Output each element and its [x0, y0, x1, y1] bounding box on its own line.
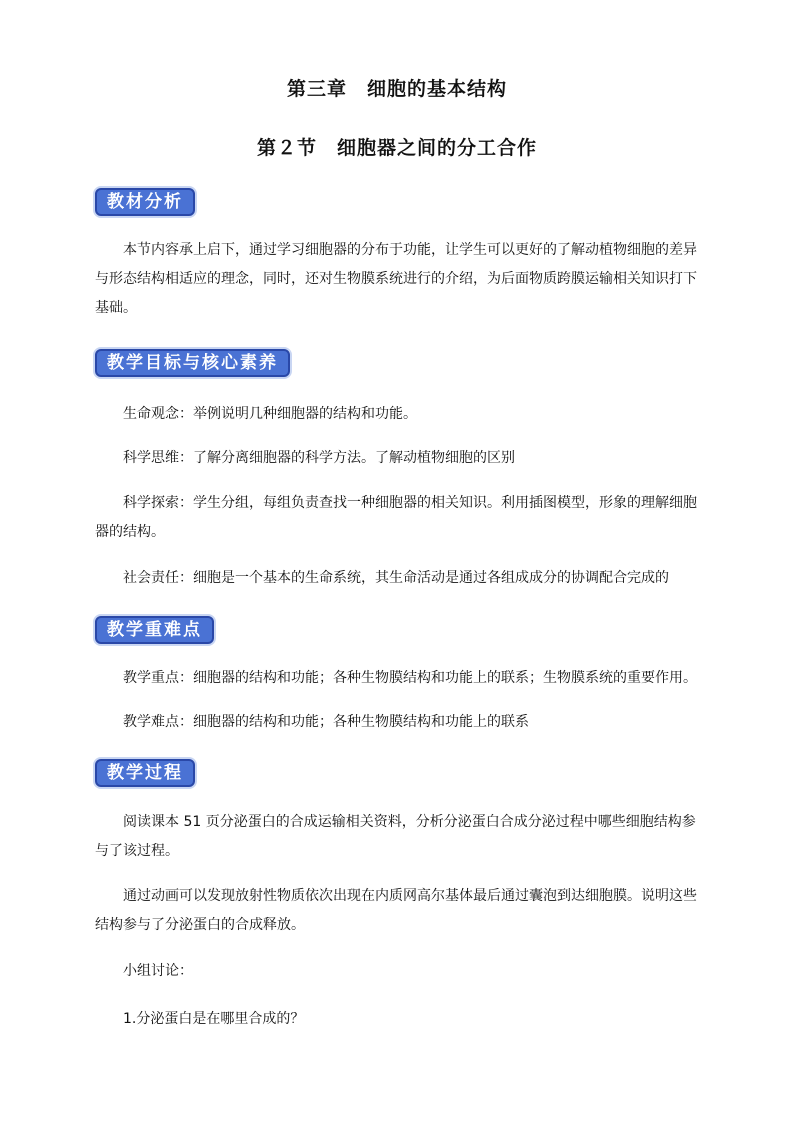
chapter-name: 细胞的基本结构	[367, 78, 508, 100]
section-label: 第２节	[256, 137, 317, 159]
keypoint-item: 教学重点：细胞器的结构和功能；各种生物膜结构和功能上的联系；生物膜系统的重要作用。	[123, 670, 697, 686]
process-item: 1.分泌蛋白是在哪里合成的？	[123, 1011, 305, 1027]
goal-item: 科学思维：了解分离细胞器的科学方法。了解动植物细胞的区别	[123, 450, 515, 466]
section-name: 细胞器之间的分工合作	[337, 137, 538, 159]
goal-item: 生命观念：举例说明几种细胞器的结构和功能。	[123, 406, 417, 422]
heading-analysis: 教材分析	[95, 188, 195, 216]
section-title	[0, 133, 794, 160]
heading-keypoints: 教学重难点	[95, 616, 214, 644]
process-item: 小组讨论：	[123, 963, 193, 979]
process-item: 阅读课本 51 页分泌蛋白的合成运输相关资料，分析分泌蛋白合成分泌过程中哪些细胞结构参与了该过程。	[95, 814, 696, 859]
heading-goals: 教学目标与核心素养	[95, 349, 290, 377]
keypoint-item: 教学难点：细胞器的结构和功能；各种生物膜结构和功能上的联系	[123, 714, 529, 730]
process-item: 通过动画可以发现放射性物质依次出现在内质网高尔基体最后通过囊泡到达细胞膜。说明这些结构参与了分泌蛋白的合成释放。	[95, 888, 697, 933]
heading-process: 教学过程	[95, 759, 195, 787]
chapter-label: 第三章	[286, 78, 347, 100]
analysis-paragraph: 本节内容承上启下，通过学习细胞器的分布于功能，让学生可以更好的了解动植物细胞的差异与形态结构相适应的理念，同时，还对生物膜系统进行的介绍，为后面物质跨膜运输相关知识打下基础。	[95, 242, 697, 316]
goal-item: 科学探索：学生分组，每组负责查找一种细胞器的相关知识。利用插图模型，形象的理解细胞器的结构。	[95, 495, 697, 540]
chapter-title	[0, 74, 794, 101]
goal-item: 社会责任：细胞是一个基本的生命系统，其生命活动是通过各组成成分的协调配合完成的	[123, 570, 669, 586]
